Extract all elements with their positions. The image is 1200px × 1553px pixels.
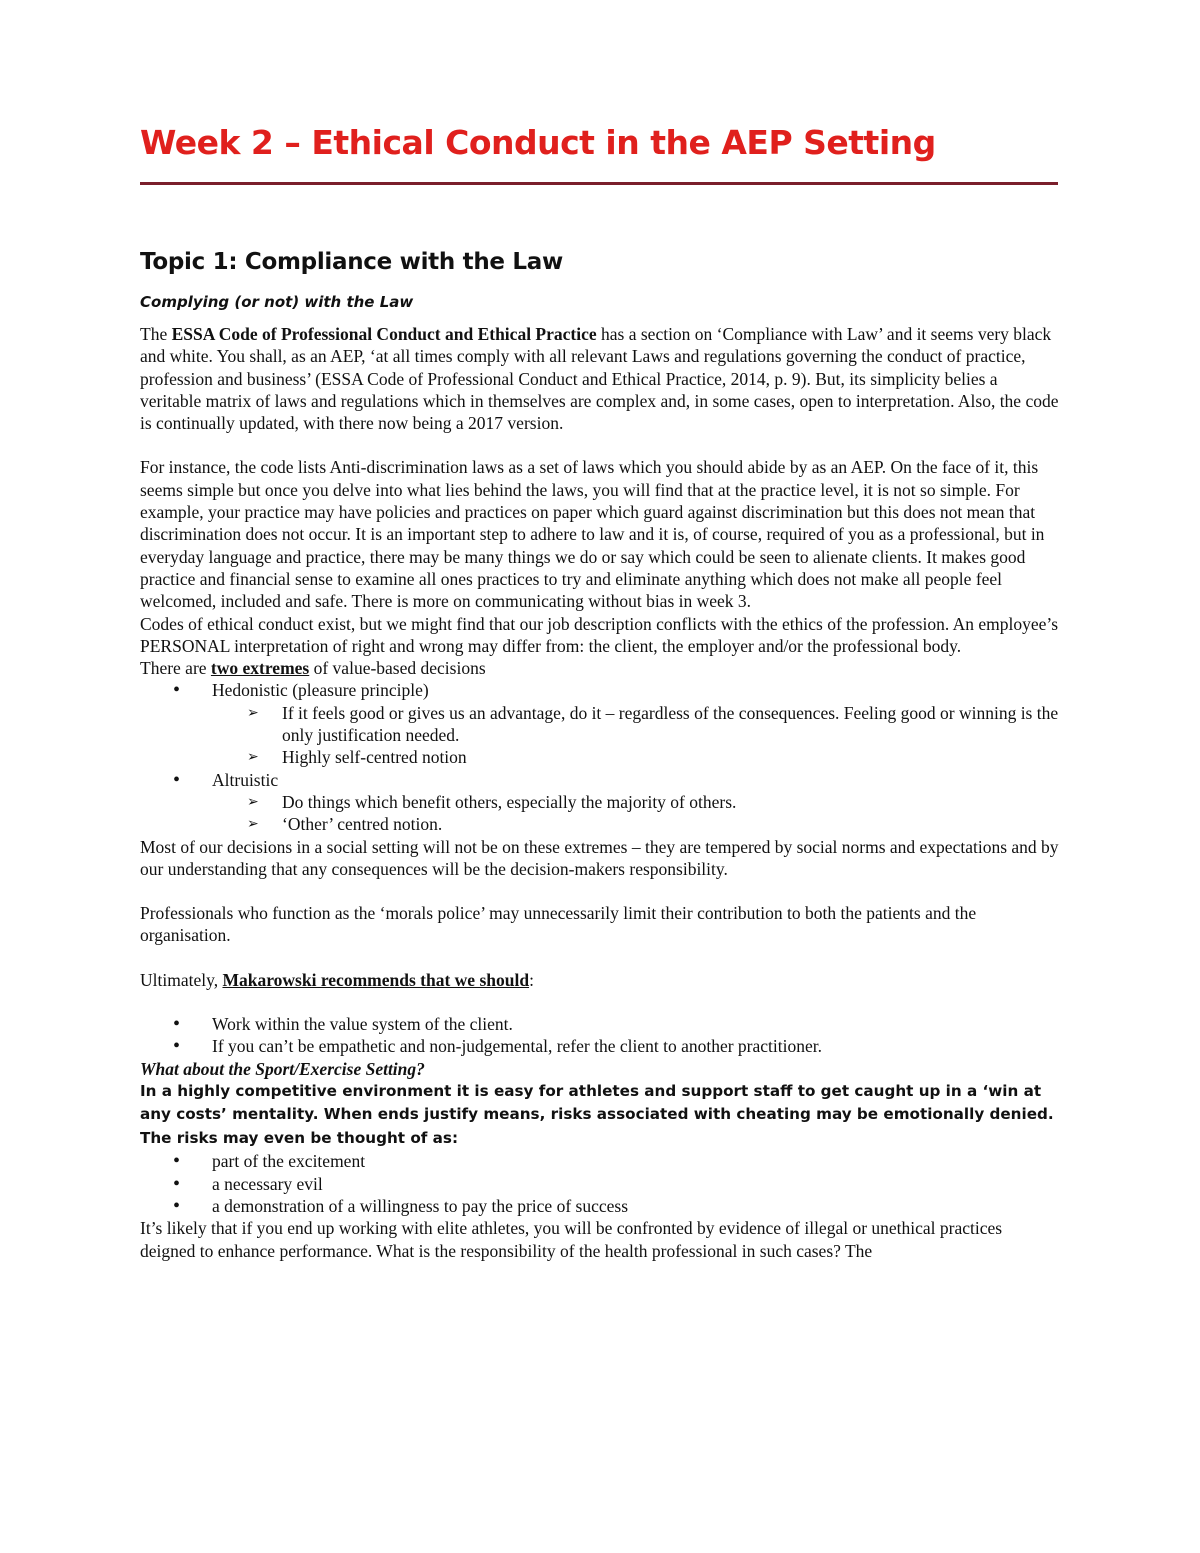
extremes-list [140,679,1060,835]
extremes-post: of value-based decisions [309,658,486,679]
subitem-text: ‘Other’ centred notion. [282,814,443,835]
list-item: • Work within the value system of the client. [140,1013,1060,1035]
title-divider [140,182,1058,185]
extremes-pre: There are [140,658,211,679]
arrow-bullet-icon: ➢ [247,749,259,766]
paragraph-morals-police: Professionals who function as the ‘morals police’ may unnecessarily limit their contribution to both the patients and the organisation. [140,903,977,946]
paragraph-social-setting: Most of our decisions in a social setting will not be on these extremes – they are tempered by social norms and expectations and by our understanding that any consequences will be the decision-makers responsibility. [140,836,1059,879]
paragraph-elite-athletes: It’s likely that if you end up working with elite athletes, you will be confronted by evidence of illegal or unethical practices deigned to enhance performance. What is the responsibility of the health professional in such cases? The [140,1218,1003,1261]
list-item: • a demonstration of a willingness to pay the price of success [140,1195,1060,1217]
para1-pre: The [140,324,172,344]
risks-list [140,1150,1060,1217]
list-subitem [140,702,1060,747]
para1-post: has a section on ‘Compliance with Law’ and it seems very black and white. You shall, as an AEP, ‘at all times comply with all relevant Laws and regulations governing the conduct of practice, profession and business’ (ESSA Code of Professional Conduct and Ethical Practice, 2014, p. 9). But, its simplicity belies a veritable matrix of laws and regulations which in themselves are complex and, in some cases, open to interpretation. Also, the code is continually updated, with there now being a 2017 version. [140,324,1059,434]
arrow-bullet-icon: ➢ [247,816,259,833]
essa-code-name: ESSA Code of Professional Conduct and Ethical Practice [171,324,597,344]
subitem-text: Highly self-centred notion [282,747,467,768]
page-title: Week 2 – Ethical Conduct in the AEP Setting [140,123,936,162]
list-subitem [140,746,1060,768]
list-item-altruistic: • Altruistic [140,769,1060,791]
subitem-text: Do things which benefit others, especially the majority of others. [282,791,737,812]
paragraph-extremes [140,657,1060,679]
section-subheading: Complying (or not) with the Law [140,293,414,311]
two-extremes-emphasis: two extremes [210,658,310,679]
recommend-post: : [529,969,534,990]
sport-setting-heading: What about the Sport/Exercise Setting? [140,1058,425,1079]
list-item-hedonistic: • Hedonistic (pleasure principle) [140,679,1060,701]
paragraph-competitive-environment: In a highly competitive environment it is easy for athletes and support staff to get caught up in a ‘win at any costs’ mentality. When ends justify means, risks associated with cheating may be emotionally denied. The risks may even be thought of as: [140,1081,1054,1147]
paragraph-anti-discrimination: For instance, the code lists Anti-discrimination laws as a set of laws which you should abide by as an AEP. On the face of it, this seems simple but once you delve into what lies behind the laws, you will find that at the practice level, it is not so simple. For example, your practice may have policies and practices on paper which guard against discrimination but this does not mean that discrimination does not occur. It is an important step to adhere to law and it is, of course, required of you as a professional, but in everyday language and practice, there may be many things we do or say which could be seen to alienate clients. It makes good practice and financial sense to examine all ones practices to try and eliminate anything which does not make all people feel welcomed, included and safe. There is more on communicating without bias in week 3. [140,457,1045,612]
list-item: • part of the excitement [140,1150,1060,1172]
list-item: • a necessary evil [140,1173,1060,1195]
paragraph-codes-conduct: Codes of ethical conduct exist, but we might find that our job description conflicts with the ethics of the profession. An employee’s PERSONAL interpretation of right and wrong may differ from: the client, the employer and/or the professional body. [140,613,1059,656]
topic-heading: Topic 1: Compliance with the Law [140,249,563,275]
paragraph-recommendation [140,969,1060,991]
subitem-text: If it feels good or gives us an advantage, do it – regardless of the consequences. Feeling good or winning is the only justification needed. [282,702,1059,746]
arrow-bullet-icon: ➢ [247,793,259,810]
list-item: • If you can’t be empathetic and non-judgemental, refer the client to another practitioner. [140,1035,1060,1057]
document-body [140,118,1060,1262]
paragraph-essa-code [140,323,1060,434]
recommend-pre: Ultimately, [140,969,223,990]
arrow-bullet-icon: ➢ [247,704,259,721]
list-subitem [140,813,1060,835]
recommendation-list [140,1013,1060,1058]
list-subitem [140,791,1060,813]
makarowski-emphasis: Makarowski recommends that we should [222,969,530,990]
